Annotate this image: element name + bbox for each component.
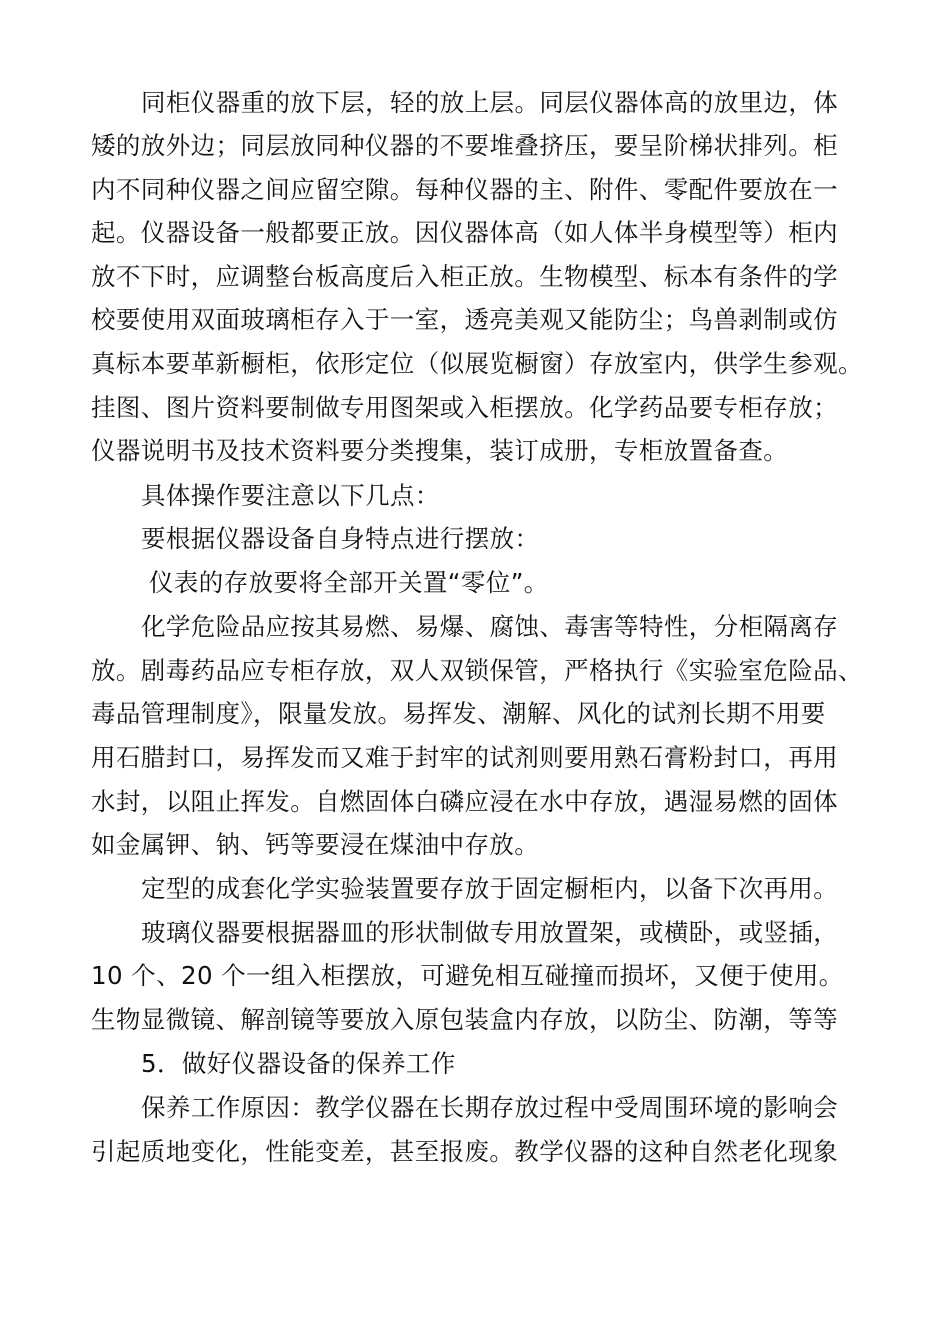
text-line: 具体操作要注意以下几点： <box>141 481 440 510</box>
text-line: 要根据仪器设备自身特点进行摆放： <box>141 524 540 553</box>
text-line: 如金属钾、钠、钙等要浸在煤油中存放。 <box>91 830 540 859</box>
section-heading: 5．做好仪器设备的保养工作 <box>141 1049 456 1078</box>
text-line: 定型的成套化学实验装置要存放于固定橱柜内，以备下次再用。 <box>141 874 839 903</box>
text-line: 生物显微镜、解剖镜等要放入原包装盒内存放，以防尘、防潮，等等 <box>91 1005 838 1034</box>
text-line: 内不同种仪器之间应留空隙。每种仪器的主、附件、零配件要放在一 <box>91 175 838 204</box>
text-line: 用石腊封口，易挥发而又难于封牢的试剂则要用熟石膏粉封口，再用 <box>91 743 838 772</box>
text-line: 玻璃仪器要根据器皿的形状制做专用放置架，或横卧，或竖插， <box>141 918 839 947</box>
text-line: 放。剧毒药品应专柜存放，双人双锁保管，严格执行《实验室危险品、 <box>91 656 863 685</box>
text-line: 水封，以阻止挥发。自燃固体白磷应浸在水中存放，遇湿易燃的固体 <box>91 787 838 816</box>
text-line: 保养工作原因：教学仪器在长期存放过程中受周围环境的影响会 <box>141 1093 839 1122</box>
text-line: 真标本要革新橱柜，依形定位（似展览橱窗）存放室内，供学生参观。 <box>91 349 863 378</box>
text-line: 仪表的存放要将全部开关置“零位”。 <box>149 568 549 597</box>
text-line: 矮的放外边；同层放同种仪器的不要堆叠挤压，要呈阶梯状排列。柜 <box>91 131 838 160</box>
text-line: 挂图、图片资料要制做专用图架或入柜摆放。化学药品要专柜存放； <box>91 393 838 422</box>
text-line: 放不下时，应调整台板高度后入柜正放。生物模型、标本有条件的学 <box>91 262 838 291</box>
text-line: 化学危险品应按其易燃、易爆、腐蚀、毒害等特性，分柜隔离存 <box>141 612 839 641</box>
text-line: 10 个、20 个一组入柜摆放，可避免相互碰撞而损坏，又便于使用。 <box>91 961 844 990</box>
text-line: 起。仪器设备一般都要正放。因仪器体高（如人体半身模型等）柜内 <box>91 218 838 247</box>
text-line: 引起质地变化，性能变差，甚至报废。教学仪器的这种自然老化现象 <box>91 1137 838 1166</box>
text-line: 同柜仪器重的放下层，轻的放上层。同层仪器体高的放里边，体 <box>141 88 839 117</box>
text-line: 校要使用双面玻璃柜存入于一室，透亮美观又能防尘；鸟兽剥制或仿 <box>91 305 838 334</box>
text-line: 仪器说明书及技术资料要分类搜集，装订成册，专柜放置备查。 <box>91 436 789 465</box>
text-line: 毒品管理制度》，限量发放。易挥发、潮解、风化的试剂长期不用要 <box>91 699 826 728</box>
